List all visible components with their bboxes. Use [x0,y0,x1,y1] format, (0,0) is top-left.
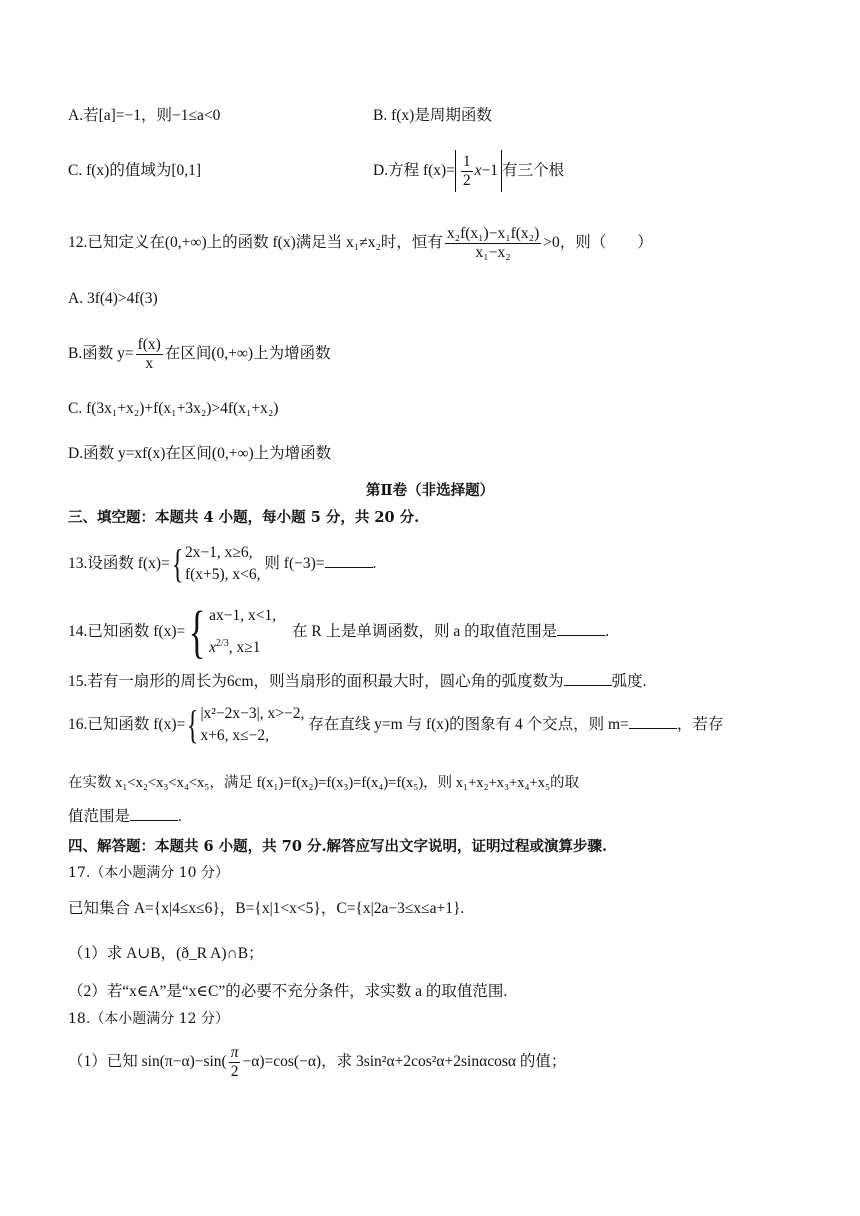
q14 [68,599,610,665]
q16-left-brace: { [187,702,199,748]
q12-stem-prefix: 12.已知定义在(0,+∞)上的函数 f(x)满足当 x₁≠x₂时，恒有 [68,234,443,251]
q13-left-brace: { [171,541,184,587]
q18-part1-prefix: （1）已知 sin(π−α)−sin( [68,1053,227,1070]
q17-title: 17.（本小题满分 10 分） [68,865,229,881]
q12-stem-frac-den: x₁−x₂ [475,243,511,261]
q12-option-a: A. 3f(4)>4f(3) [68,290,158,307]
section2-title: 第Ⅱ卷（非选择题） [365,482,495,499]
q12-stem-fraction [445,225,541,262]
q17-sets: 已知集合 A={x|4≤x≤6}，B={x|1<x<5}，C={x|2a−3≤x≤a+1}. [68,900,465,917]
q18-part1-suffix: −α)=cos(−α)，求 3sin²α+2cos²α+2sinαcosα 的值； [242,1053,567,1070]
q16-case2: x+6, x≤−2, [200,727,270,745]
q15-prefix: 15.若有一扇形的周长为6cm，则当扇形的面积最大时，圆心角的弧度数为 [68,673,564,690]
q16-range-answer-blank[interactable] [130,806,178,821]
q12-stem-frac-num: x₂f(x₁)−x₁f(x₂) [446,224,540,242]
q12-option-d: D.函数 y=xf(x)在区间(0,+∞)上为增函数 [68,445,332,462]
q18-part1-fraction [229,1044,241,1081]
q14-case2-exponent: 2/3 [215,638,229,650]
q12-option-b-fraction [136,336,163,373]
q16-line2: 在实数 x₁<x₂<x₃<x₄<x₅，满足 f(x₁)=f(x₂)=f(x₃)=f(x₄)=f(x₅)，则 x₁+x₂+x₃+x₄+x₅的取 [68,775,580,791]
q14-answer-blank[interactable] [557,621,605,636]
part3-heading: 三、填空题：本题共 4 小题，每小题 5 分，共 20 分. [68,509,420,526]
q11-option-d-suffix: 有三个根 [502,162,565,179]
q13-answer-blank[interactable] [325,553,373,568]
q13-cases [185,542,261,586]
q13-suffix: 则 f(−3)= [264,555,325,572]
q13 [68,538,376,590]
q17-part1: （1）求 A∪B，(ð_R A)∩B； [68,945,264,962]
q14-case1: ax−1, x<1, [209,607,277,625]
q14-left-brace: { [188,599,206,665]
q15 [68,671,646,693]
q13-case2: f(x+5), x<6, [184,566,261,584]
q12-option-b-frac-den: x [145,354,154,372]
q15-answer-blank[interactable] [564,671,612,686]
q14-mid: 在 R 上是单调函数，则 a 的取值范围是 [291,623,558,640]
q16-line3-prefix: 值范围是 [68,808,131,825]
q11-option-c: C. f(x)的值域为[0,1] [68,162,202,179]
q11-option-b: B. f(x)是周期函数 [373,107,492,124]
q12-option-b [68,333,331,375]
q12-option-b-suffix: 在区间(0,+∞)上为增函数 [164,345,331,362]
q18-part1 [68,1040,566,1084]
q15-suffix: 弧度. [611,673,647,690]
q14-prefix: 14.已知函数 f(x)= [68,623,186,640]
q14-cases [209,605,276,659]
q16-line1 [68,699,723,751]
q11-option-d-half: $\frac{1}{2}$ [462,153,471,190]
q14-end: . [605,623,610,640]
q11-option-d-abs: $\frac{1}{2}$ x−1 [455,150,502,192]
q13-prefix: 13.设函数 f(x)= [68,555,170,572]
q11-option-d-prefix: D.方程 f(x)= [373,162,455,179]
q12-stem [68,222,653,264]
q18-title: 18.（本小题满分 12 分） [68,1011,229,1027]
q16-mid: 存在直线 y=m 与 f(x)的图象有 4 个交点，则 m= [308,716,629,733]
q11-option-d [373,150,564,192]
q14-case2-base: x [209,639,216,657]
q16-prefix: 16.已知函数 f(x)= [68,716,186,733]
q16-case1: |x²−2x−3|, x>−2, [200,705,305,723]
q16-line3 [68,806,182,828]
q12-stem-suffix: >0，则（ ） [543,234,653,251]
q18-part1-frac-den: 2 [230,1062,239,1080]
q16-line3-end: . [178,808,182,825]
q17-part2: （2）若“x∈A”是“x∈C”的必要不充分条件，求实数 a 的取值范围. [68,983,508,1000]
q14-case2-tail: , x≥1 [228,639,261,657]
q16-mid2: ，若存 [676,716,724,733]
q12-option-b-prefix: B.函数 y= [68,345,134,362]
q12-option-c: C. f(3x₁+x₂)+f(x₁+3x₂)>4f(x₁+x₂) [68,400,279,417]
q12-option-b-frac-num: f(x) [137,335,161,353]
q16-m-answer-blank[interactable] [629,714,677,729]
q13-case1: 2x−1, x≥6, [184,544,253,562]
q18-part1-frac-num: π [230,1043,239,1061]
q16-cases [200,703,304,747]
q11-option-a: A.若[a]=−1，则−1≤a<0 [68,107,221,124]
q14-case2 [209,633,276,659]
q13-end: . [372,555,377,572]
part4-heading: 四、解答题：本题共 6 小题，共 70 分.解答应写出文字说明，证明过程或演算步骤. [68,838,608,855]
